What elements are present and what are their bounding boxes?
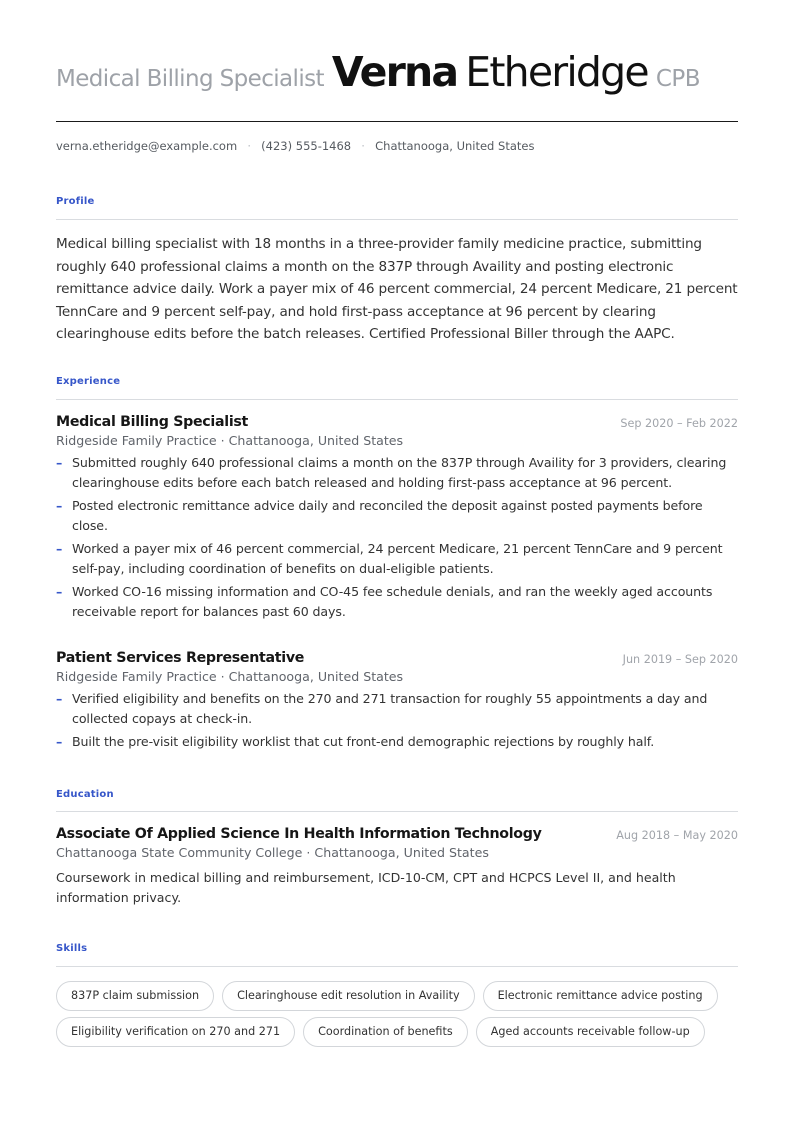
school-name: Chattanooga State Community College · Chattanooga, United States [56,845,489,860]
skill-chip: Electronic remittance advice posting [483,981,718,1011]
education-description: Coursework in medical billing and reimbursement, ICD-10-CM, CPT and HCPCS Level II, and health information privacy. [56,870,676,905]
job-dates: Jun 2019 – Sep 2020 [622,653,738,666]
education-dates: Aug 2018 – May 2020 [616,829,738,842]
job-dates: Sep 2020 – Feb 2022 [620,417,738,430]
contact-line [56,139,534,153]
dash-icon: – [56,584,63,599]
dash-icon: – [56,691,63,706]
job-title: Medical Billing Specialist [56,414,249,430]
bullet-item: – Verified eligibility and benefits on the 270 and 271 transaction for roughly 55 appointments a day and collected copays at check-in. [56,691,708,726]
location-text: Chattanooga, United States [375,139,535,153]
degree-title: Associate Of Applied Science In Health Information Technology [56,826,542,842]
skills-list [56,981,746,1053]
section-heading-profile: Profile [56,196,95,207]
bullet-item: – Submitted roughly 640 professional claims a month on the 837P through Availity for 3 providers, clearing clearinghouse edits before each batch released and holding first-pass acceptance at 96 percent. [56,455,727,490]
bullet-item: – Posted electronic remittance advice daily and reconciled the deposit against posted payments before close. [56,498,703,533]
credential: CPB [655,66,701,92]
contact-separator: · [247,139,251,153]
phone-link[interactable]: (423) 555-1468 [261,139,352,153]
skill-chip: 837P claim submission [56,981,214,1011]
dash-icon: – [56,498,63,513]
email-link[interactable]: verna.etheridge@example.com [56,139,238,153]
bullet-item: – Worked CO-16 missing information and CO-45 fee schedule denials, and ran the weekly aged accounts receivable report for balances past 60 days. [56,584,713,619]
job-organization: Ridgeside Family Practice · Chattanooga, United States [56,433,404,448]
section-divider [56,811,738,812]
job-bullets [56,689,738,752]
last-name: Etheridge [465,48,648,96]
section-heading-experience: Experience [56,376,121,387]
skill-chip: Coordination of benefits [303,1017,468,1047]
dash-icon: – [56,455,63,470]
education-entry [56,826,738,908]
first-name: Verna [331,48,458,96]
skill-chip: Clearinghouse edit resolution in Availity [222,981,475,1011]
dash-icon: – [56,541,63,556]
role-title: Medical Billing Specialist [56,66,324,92]
profile-summary: Medical billing specialist with 18 months in a three-provider family medicine practice, submitting roughly 640 professional claims a month on the 837P through Availity and posting electronic remittance advice daily. Work a payer mix of 46 percent commercial, 24 percent Medicare, 21 percent TennCare and 9 percent self-pay, and hold first-pass acceptance at 96 percent by clearing clearinghouse edits before the batch releases. Certified Professional Biller through the AAPC. [56,236,738,342]
contact-separator: · [361,139,365,153]
job-organization: Ridgeside Family Practice · Chattanooga, United States [56,669,404,684]
job-title: Patient Services Representative [56,650,305,666]
section-heading-education: Education [56,789,114,800]
experience-entry [56,650,738,756]
skill-row [56,981,746,1011]
job-bullets [56,453,738,621]
header-divider [56,121,738,122]
section-divider [56,219,738,220]
dash-icon: – [56,734,63,749]
skill-chip: Aged accounts receivable follow-up [476,1017,705,1047]
section-divider [56,966,738,967]
section-heading-skills: Skills [56,943,88,954]
section-divider [56,399,738,400]
skill-row [56,1017,746,1047]
bullet-item: – Built the pre-visit eligibility worklist that cut front-end demographic rejections by roughly half. [56,732,738,752]
skill-chip: Eligibility verification on 270 and 271 [56,1017,295,1047]
experience-entry [56,414,738,625]
resume-header [56,48,738,98]
bullet-item: – Worked a payer mix of 46 percent commercial, 24 percent Medicare, 21 percent TennCare and 9 percent self-pay, including coordination of benefits on dual-eligible patients. [56,541,723,576]
